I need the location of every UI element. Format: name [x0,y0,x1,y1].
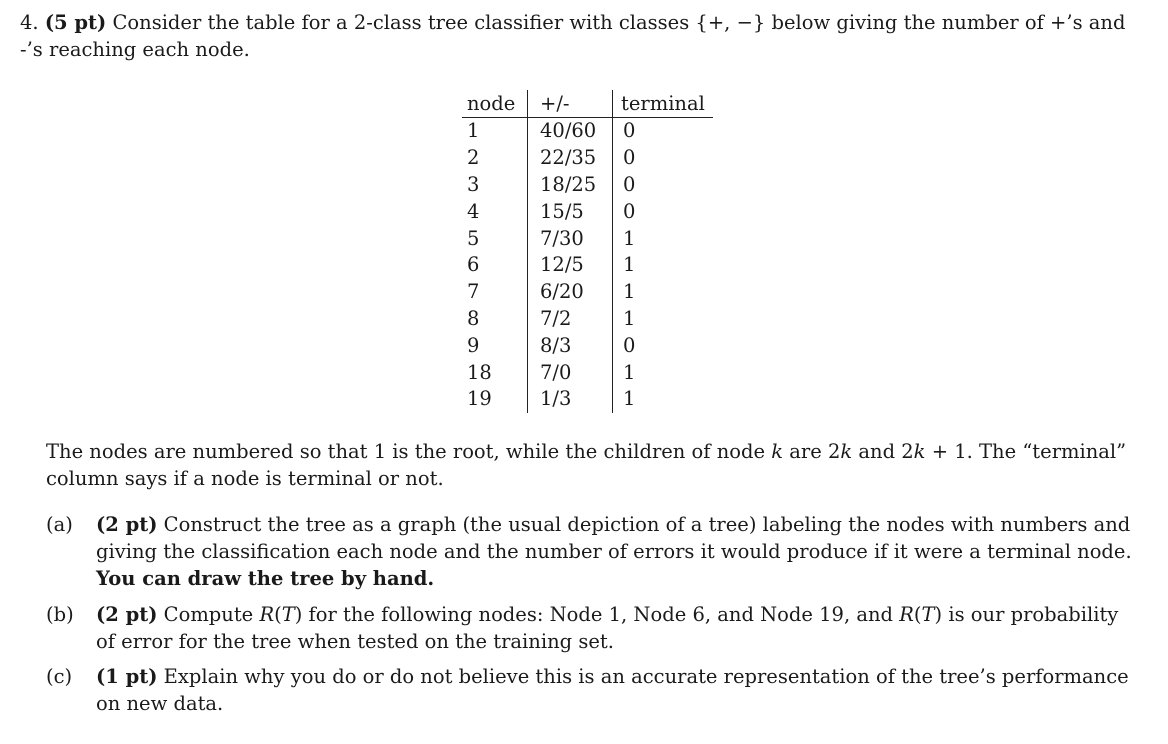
table-row [462,198,713,225]
cell-node: 1 [467,119,480,143]
question-points: (5 pt) [44,11,107,34]
cell-node: 6 [467,253,480,277]
part-a-label: (a) [46,513,73,536]
math-var: T [921,603,935,626]
explanation-paragraph [46,438,1136,492]
explanation-text: + 1. The “terminal” column says if a node is terminal or not. [46,440,1127,490]
math-var: k [840,440,853,463]
cell-plus-minus: 7/2 [528,306,613,333]
cell-terminal: 0 [613,118,714,145]
math-paren: ( [274,603,282,626]
table-row [462,252,713,279]
cell-plus-minus: 8/3 [528,332,613,359]
header-plus-minus: +/- [528,90,613,118]
question-4 [20,9,1130,63]
part-b-text: for the following nodes: Node 1, Node 6, and Node 19, and [302,603,900,626]
cell-plus-minus: 15/5 [528,198,613,225]
table-body [462,118,713,413]
part-c-label: (c) [46,665,73,688]
header-node: node [462,90,528,118]
table-row [462,279,713,306]
cell-node: 8 [467,306,480,330]
part-a-bold-note: You can draw the tree by hand. [96,567,435,590]
cell-node: 4 [467,199,480,223]
header-terminal: terminal [613,90,714,118]
part-b-points: (2 pt) [96,603,158,626]
cell-node: 5 [467,226,480,250]
cell-terminal: 1 [613,279,714,306]
math-paren: ) [934,603,943,626]
cell-terminal: 1 [613,225,714,252]
table-row [462,386,713,413]
explanation-text: and 2 [852,440,914,463]
cell-plus-minus: 7/0 [528,359,613,386]
node-table [462,90,713,413]
table-header-row [462,90,713,118]
table-row [462,332,713,359]
cell-terminal: 0 [613,198,714,225]
cell-node: 2 [467,146,480,170]
math-paren: ( [913,603,922,626]
table-row [462,145,713,172]
cell-plus-minus: 40/60 [528,118,613,145]
table-row [462,306,713,333]
cell-node: 18 [467,360,492,384]
table-row [462,172,713,199]
cell-terminal: 1 [613,386,714,413]
math-var: k [771,440,784,463]
question-number: 4. [20,11,39,34]
math-var: T [281,603,295,626]
cell-terminal: 1 [613,306,714,333]
cell-plus-minus: 1/3 [528,386,613,413]
cell-plus-minus: 22/35 [528,145,613,172]
cell-terminal: 1 [613,252,714,279]
cell-node: 7 [467,280,480,304]
cell-plus-minus: 18/25 [528,172,613,199]
table-row [462,225,713,252]
cell-terminal: 0 [613,145,714,172]
cell-plus-minus: 12/5 [528,252,613,279]
part-b-label: (b) [46,603,74,626]
question-text: Consider the table for a 2-class tree classifier with classes {+, −} below giving the number of +’s and -’s reaching each node. [20,11,1126,61]
part-b-text: is our probability of error for the tree when tested on the training set. [96,603,1119,653]
math-var: k [913,440,926,463]
cell-node: 9 [467,333,480,357]
math-var: R [899,603,914,626]
part-a-text: Construct the tree as a graph (the usual depiction of a tree) labeling the nodes with numbers and giving the classification each node and the number of errors it would produce if it were a terminal node. [96,513,1132,563]
part-c-points: (1 pt) [96,665,158,688]
part-a-points: (2 pt) [96,513,158,536]
cell-plus-minus: 6/20 [528,279,613,306]
table-row [462,359,713,386]
cell-terminal: 0 [613,332,714,359]
math-paren: ) [294,603,303,626]
cell-node: 3 [467,172,480,196]
explanation-text: are 2 [783,440,841,463]
part-b-text: Compute [163,603,260,626]
cell-node: 19 [467,387,492,411]
math-var: R [259,603,275,626]
explanation-text: The nodes are numbered so that 1 is the root, while the children of node [46,440,772,463]
part-c-text: Explain why you do or do not believe this is an accurate representation of the tree’s performance on new data. [96,665,1129,715]
cell-terminal: 1 [613,359,714,386]
cell-terminal: 0 [613,172,714,199]
cell-plus-minus: 7/30 [528,225,613,252]
table-row [462,118,713,145]
